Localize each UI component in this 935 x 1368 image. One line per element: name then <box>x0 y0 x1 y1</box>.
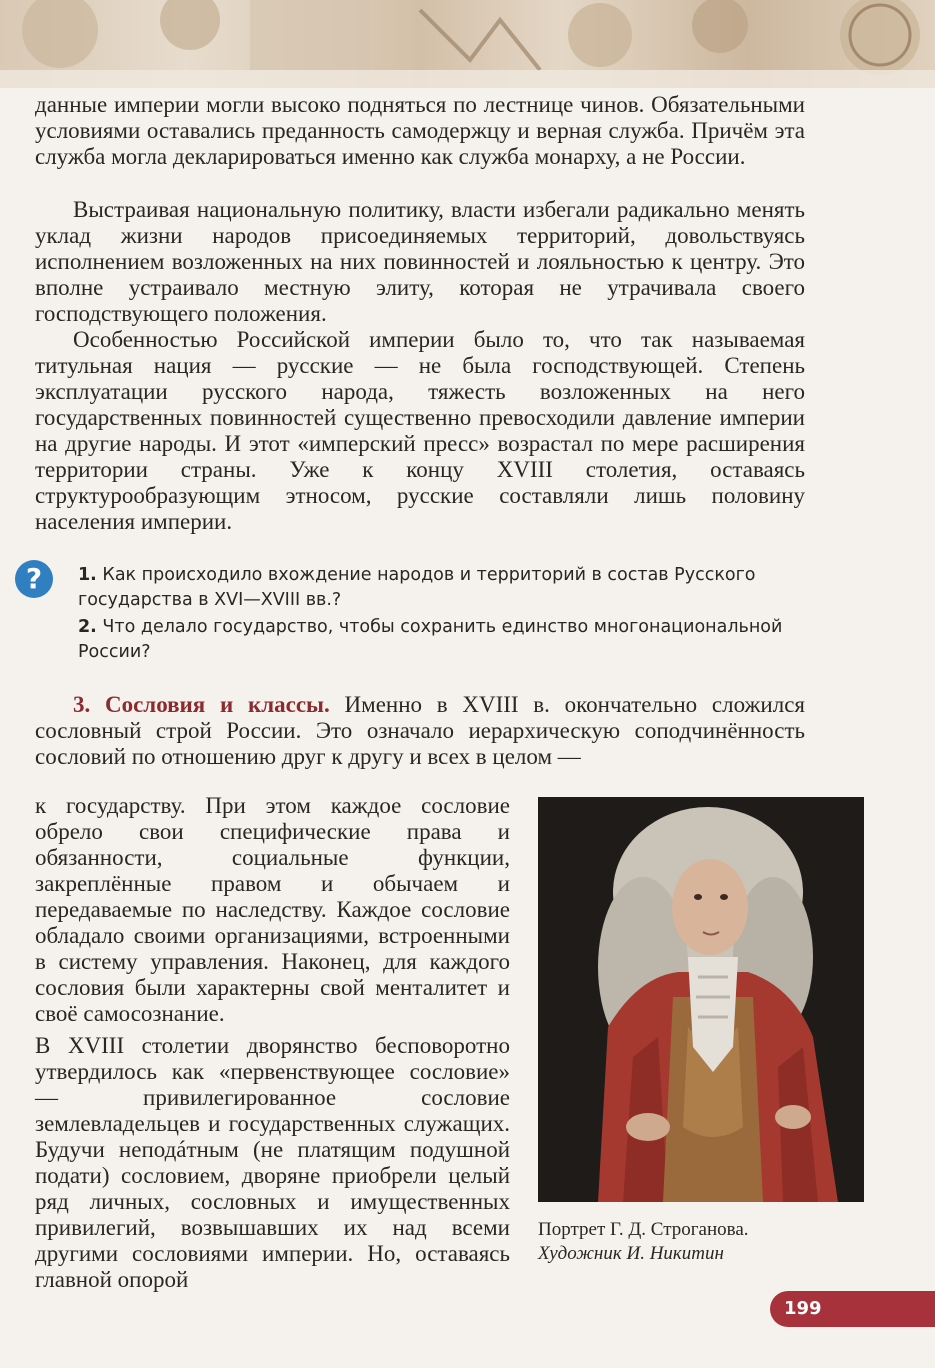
question-1 <box>78 563 806 613</box>
paragraph-3 <box>35 327 805 535</box>
paragraph-text: данные империи могли высоко подняться по лестнице чинов. Обязательными условиями оставались преданность самодержцу и верная служба. Причём эта служба могла декларироваться именно как служба монарху, а не России. <box>35 92 805 169</box>
paragraph-text: В XVIII столетии дворянство бесповоротно утвердилось как «первенствующее сословие» — привилегированное сословие землевладельцев и государственных служащих. Будучи неподáтным (не платящим подушной подати) сословием, дворяне приобрели целый ряд личных, сословных и имущественных привилегий, возвышавших их над всеми другими сословиями империи. Но, оставаясь главной опорой <box>35 1033 510 1292</box>
section-intro-text: Именно в XVIII в. окончательно сложился сословный строй России. Это означало иерархическую соподчинённость сословий по отношению друг к другу и всех в целом — <box>35 692 805 769</box>
page-number: 199 <box>784 1298 822 1319</box>
question-text: Что делало государство, чтобы сохранить единство многонациональной России? <box>78 617 783 662</box>
paragraph-4 <box>35 770 510 1050</box>
figure-caption <box>538 1218 868 1266</box>
caption-artist: Художник И. Никитин <box>538 1243 724 1264</box>
paragraph-5 <box>35 1010 510 1316</box>
question-icon: ? <box>15 560 53 598</box>
paragraph-text: Выстраивая национальную политику, власти избегали радикально менять уклад жизни народов присоединяемых территорий, довольствуясь исполнением возложенных на них повинностей и лояльностью к центру. Это вполне устраивало местную элиту, которая не утрачивала своего господствующего положения. <box>35 197 805 326</box>
section-title: 3. Сословия и классы. <box>73 692 330 717</box>
paragraph-text: к государству. При этом каждое сословие обрело свои специфические права и обязанности, социальные функции, закреплённые правом и обычаем и передаваемые по наследству. Каждое сословие обладало своими организациями, встроенными в систему управления. Наконец, для каждого сословия были характерны свой менталитет и своё самосознание. <box>35 793 510 1026</box>
caption-title: Портрет Г. Д. Строганова. <box>538 1219 749 1240</box>
question-text: Как происходило вхождение народов и территорий в состав Русского государства в XVI—XVIII вв.? <box>78 565 756 610</box>
portrait-image <box>538 797 864 1202</box>
paragraph-text: Особенностью Российской империи было то, что так называемая титульная нация — русские — не была господствующей. Степень эксплуатации русского народа, тяжесть возложенных на него государственных повинностей существенно превосходили давление империи на другие народы. И этот «имперский пресс» возрастал по мере расширения территории страны. Уже к концу XVIII столетия, оставаясь структурообразующим этносом, русские составляли лишь половину населения империи. <box>35 327 805 534</box>
review-questions <box>78 563 806 667</box>
paragraph-2 <box>35 197 805 327</box>
question-number: 2. <box>78 617 97 637</box>
section-3-intro <box>35 692 805 770</box>
paragraph-1 <box>35 92 805 170</box>
section-3-paragraph <box>35 692 805 770</box>
question-number: 1. <box>78 565 97 585</box>
decorative-collage <box>0 0 935 88</box>
question-2 <box>78 615 806 665</box>
portrait-illustration <box>538 797 864 1202</box>
header-banner <box>0 0 935 88</box>
